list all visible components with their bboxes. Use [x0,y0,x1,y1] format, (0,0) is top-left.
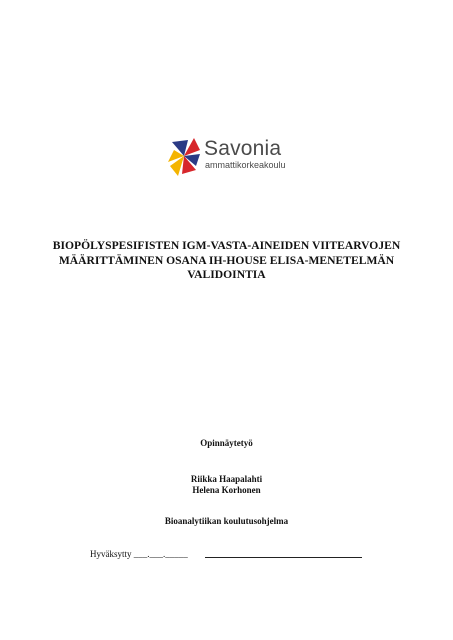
approval-date-label: Hyväksytty ___.___._____ [90,549,188,559]
logo-name: Savonia [204,137,282,160]
savonia-logo [166,136,306,178]
document-type: Opinnäytetyö [200,438,253,448]
author-name: Riikka Haapalahti [190,474,263,484]
degree-program: Bioanalytiikan koulutusohjelma [164,516,289,526]
title-line: MÄÄRITTÄMINEN OSANA IH-HOUSE ELISA-MENETELMÄN [58,253,395,267]
title-line: VALIDOINTIA [187,268,266,281]
title-line: BIOPÖLYSPESIFISTEN IGM-VASTA-AINEIDEN VIITEARVOJEN [52,239,401,252]
signature-line [205,557,362,558]
logo-subtitle: ammattikorkeakoulu [205,160,286,170]
author-name: Helena Korhonen [192,485,261,495]
savonia-pinwheel-icon [166,136,202,178]
thesis-title [20,239,433,283]
